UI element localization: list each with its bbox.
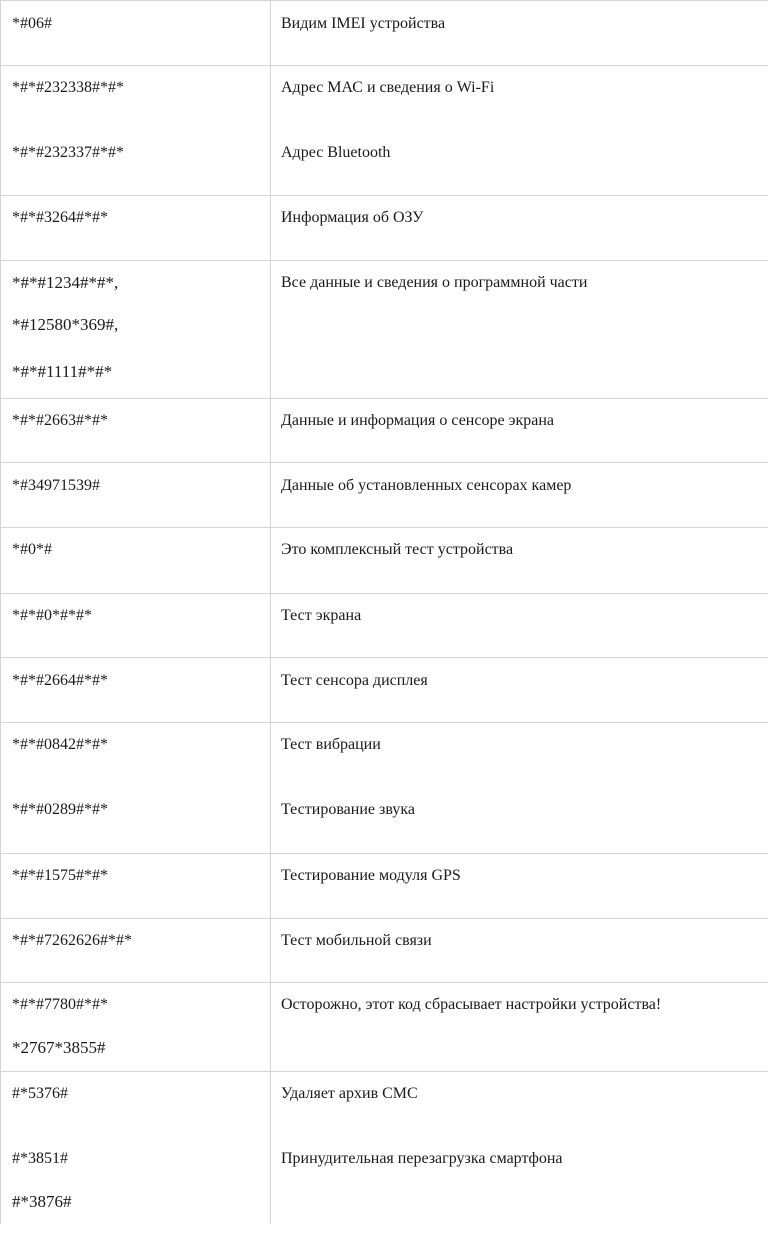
table-row [0, 854, 768, 919]
description-cell [271, 594, 768, 657]
code-text: *#*#1111#*#* [12, 362, 113, 381]
description-text: Принудительная перезагрузка смартфона [281, 1150, 563, 1167]
code-text: *#0*# [12, 541, 52, 558]
code-text: *#*#0842#*#* [12, 736, 108, 753]
description-text: Информация об ОЗУ [281, 209, 424, 226]
description-text: Тестирование звука [281, 801, 415, 818]
description-cell [271, 1, 768, 65]
description-cell [271, 1072, 768, 1224]
code-cell [0, 723, 271, 853]
code-text: *#*#0289#*#* [12, 801, 108, 818]
code-text: *#*#232338#*#* [12, 79, 124, 96]
table-row [0, 594, 768, 658]
code-text: *#*#7780#*#* [12, 996, 108, 1013]
description-cell [271, 919, 768, 982]
code-cell [0, 528, 271, 593]
table-row [0, 658, 768, 723]
description-cell [271, 723, 768, 853]
description-text: Это комплексный тест устройства [281, 541, 514, 558]
description-cell [271, 528, 768, 593]
table-row [0, 463, 768, 528]
table-row [0, 66, 768, 196]
table-row [0, 261, 768, 399]
code-text: *#*#0*#*#* [12, 607, 92, 624]
description-text: Видим IMEI устройства [281, 15, 446, 32]
table-row [0, 0, 768, 66]
description-cell [271, 463, 768, 527]
description-cell [271, 261, 768, 398]
code-cell [0, 261, 271, 398]
description-text: Осторожно, этот код сбрасывает настройки устройства! [281, 996, 662, 1013]
code-text: *#06# [12, 15, 52, 32]
description-text: Данные и информация о сенсоре экрана [281, 412, 554, 429]
description-text: Тест экрана [281, 607, 362, 624]
description-text: Все данные и сведения о программной части [281, 274, 588, 291]
table-row [0, 723, 768, 854]
code-text: *2767*3855# [12, 1038, 106, 1057]
code-cell [0, 919, 271, 982]
table-row [0, 983, 768, 1072]
code-cell [0, 854, 271, 918]
code-cell [0, 66, 271, 195]
description-cell [271, 399, 768, 462]
code-cell [0, 1072, 271, 1224]
description-text: Адрес Bluetooth [281, 144, 391, 161]
description-cell [271, 983, 768, 1071]
code-text: *#*#7262626#*#* [12, 932, 132, 949]
table-row [0, 1072, 768, 1224]
description-cell [271, 196, 768, 260]
code-cell [0, 399, 271, 462]
code-cell [0, 983, 271, 1071]
description-text: Тест вибрации [281, 736, 381, 753]
table-row [0, 919, 768, 983]
code-text: *#*#1575#*#* [12, 867, 108, 884]
table-row [0, 196, 768, 261]
table-row [0, 528, 768, 594]
description-text: Тест мобильной связи [281, 932, 432, 949]
code-text: *#34971539# [12, 477, 100, 494]
code-text: *#*#232337#*#* [12, 144, 124, 161]
code-text: #*3851# [12, 1150, 68, 1167]
code-cell [0, 658, 271, 722]
code-text: #*3876# [12, 1192, 72, 1211]
code-cell [0, 594, 271, 657]
description-cell [271, 66, 768, 195]
description-text: Тест сенсора дисплея [281, 672, 428, 689]
description-text: Данные об установленных сенсорах камер [281, 477, 572, 494]
code-text: *#*#1234#*#*, [12, 273, 119, 292]
description-text: Адрес МАС и сведения о Wi-Fi [281, 79, 495, 96]
code-text: *#*#3264#*#* [12, 209, 108, 226]
description-cell [271, 658, 768, 722]
code-text: *#12580*369#, [12, 315, 119, 334]
code-text: *#*#2663#*#* [12, 412, 108, 429]
description-text: Тестирование модуля GPS [281, 867, 461, 884]
code-cell [0, 463, 271, 527]
description-cell [271, 854, 768, 918]
description-text: Удаляет архив СМС [281, 1085, 418, 1102]
code-text: *#*#2664#*#* [12, 672, 108, 689]
code-cell [0, 196, 271, 260]
code-text: #*5376# [12, 1085, 68, 1102]
table-row [0, 399, 768, 463]
code-cell [0, 1, 271, 65]
